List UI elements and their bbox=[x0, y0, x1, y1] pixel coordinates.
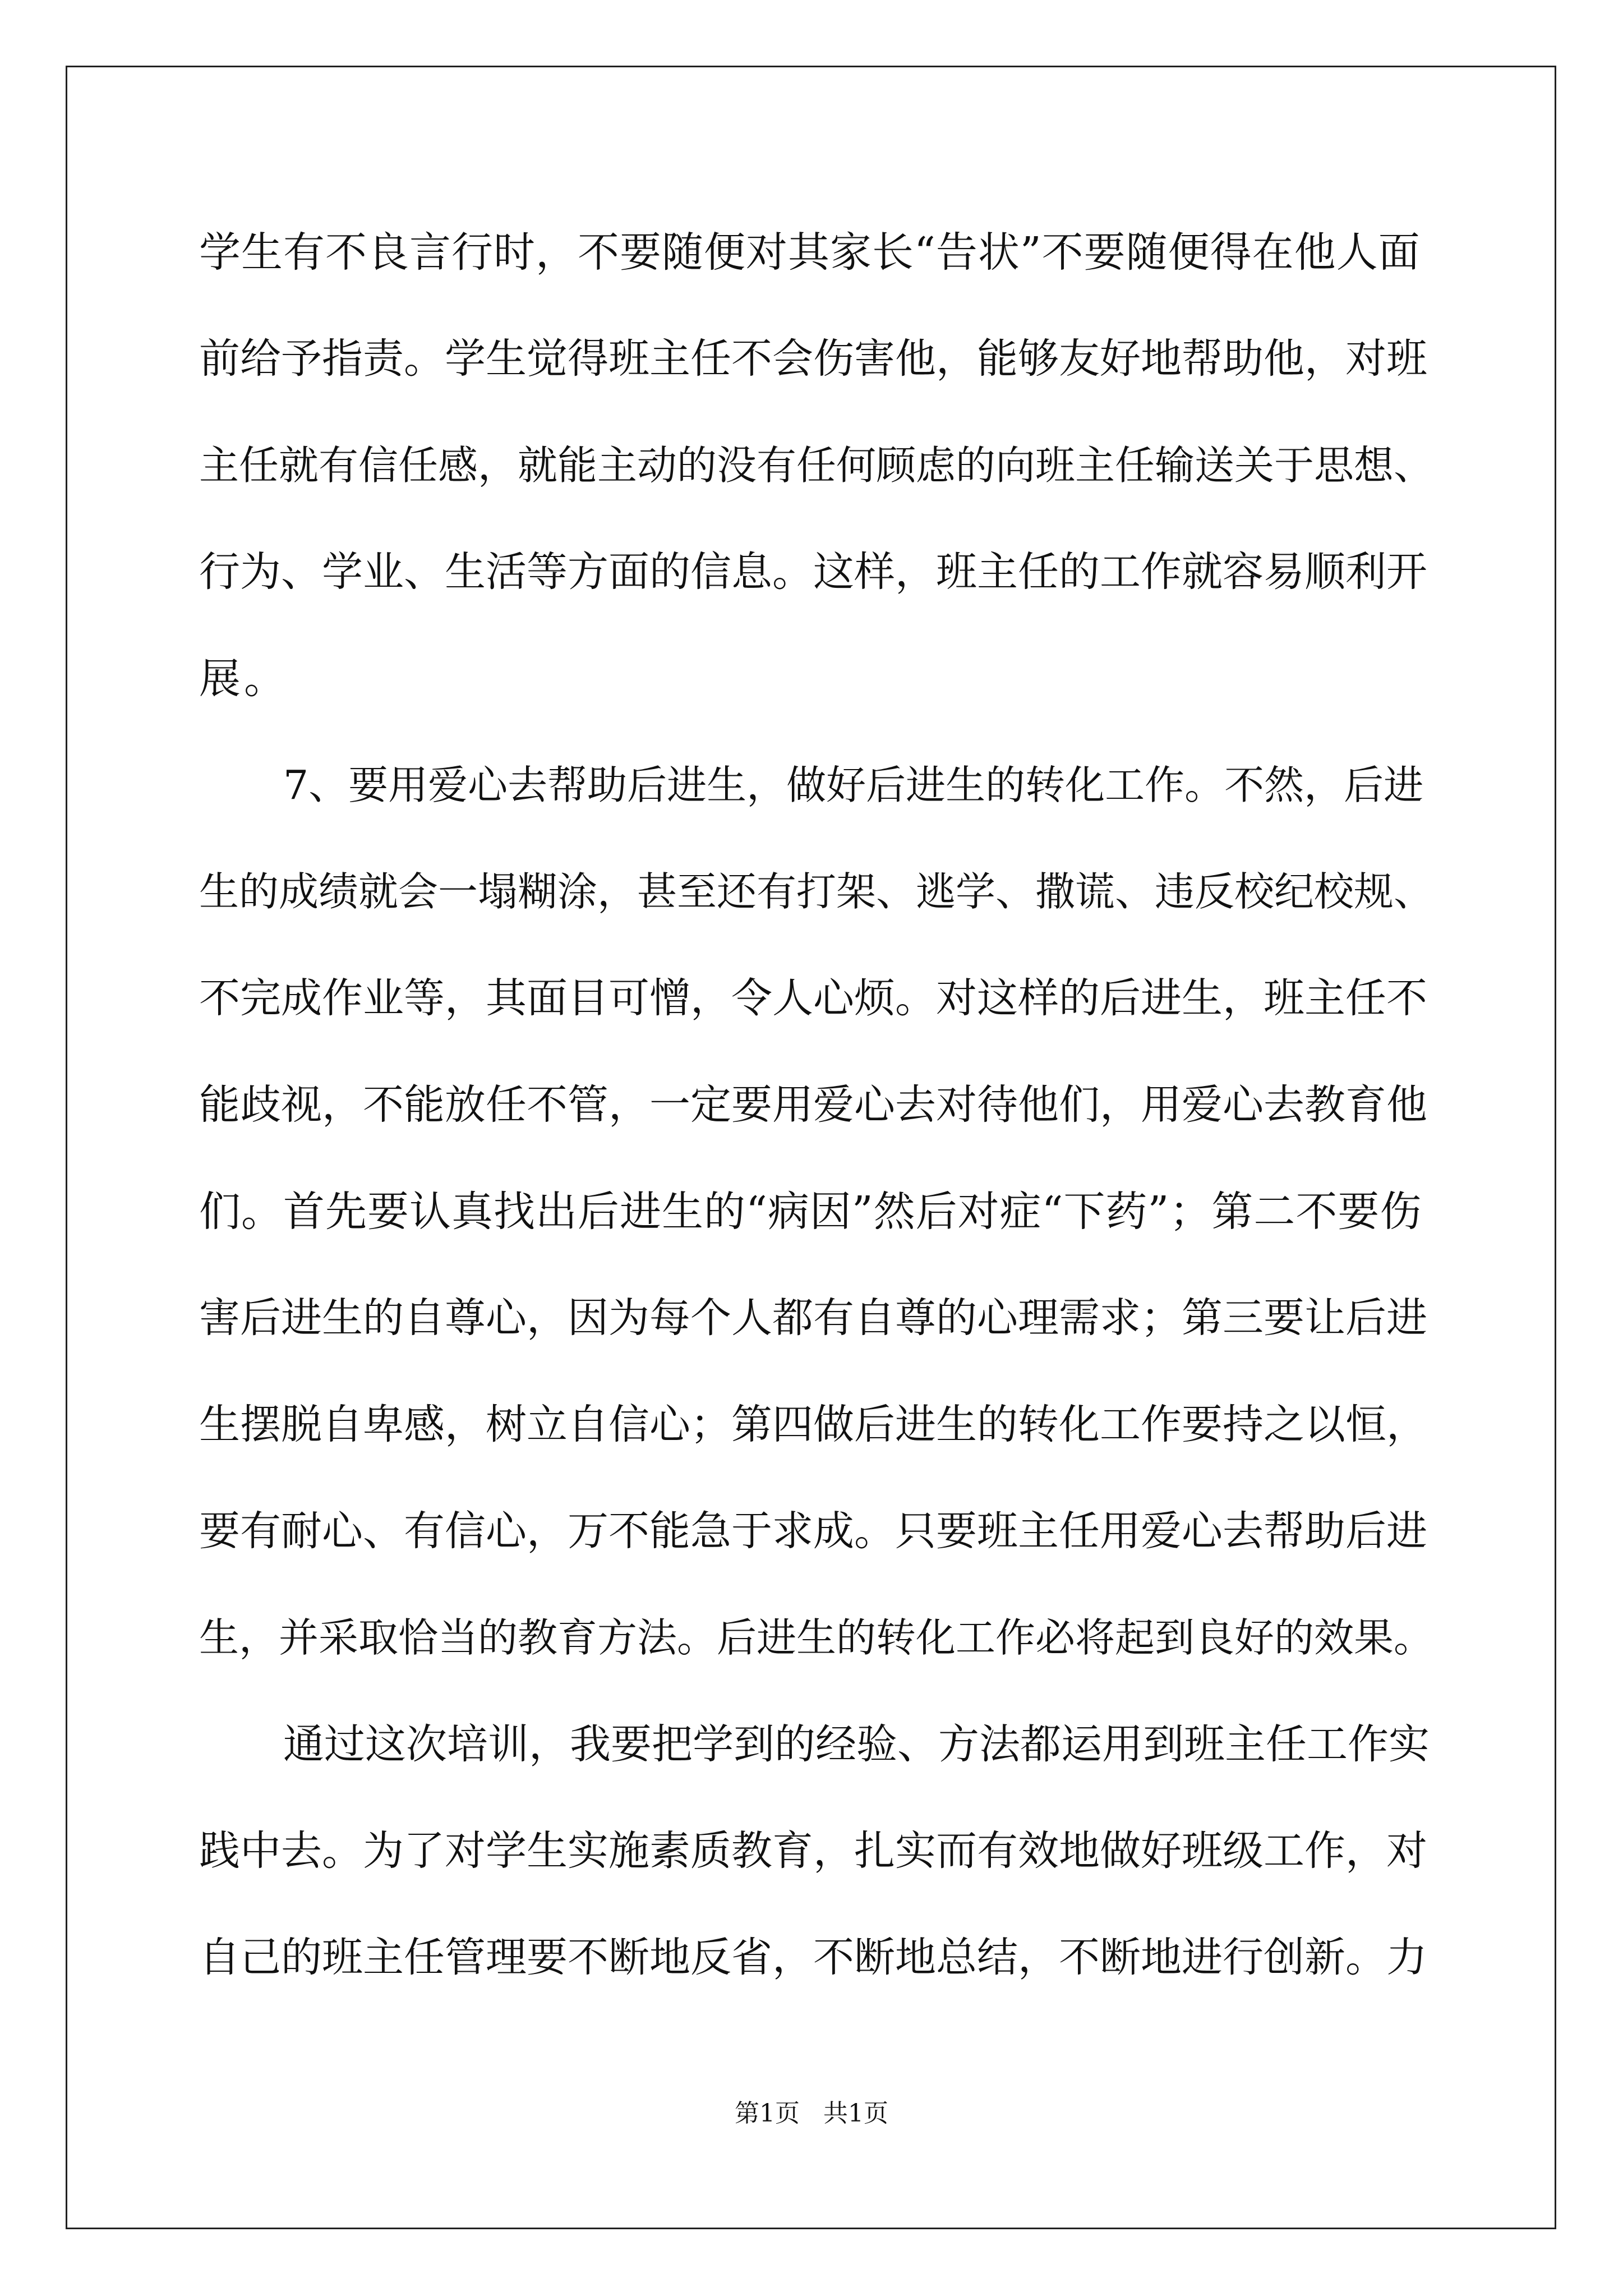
page-footer: 第1页 共1页 bbox=[735, 2099, 888, 2128]
page-border bbox=[66, 66, 1556, 2229]
text-line: 7、要用爱心去帮助后进生，做好后进生的转化工作。不然，后进 bbox=[283, 762, 1424, 808]
text-line: 生，并采取恰当的教育方法。后进生的转化工作必将起到良好的效果。 bbox=[199, 1614, 1434, 1661]
text-line: 自己的班主任管理要不断地反省，不断地总结，不断地进行创新。力 bbox=[199, 1934, 1427, 1981]
text-line: 展。 bbox=[199, 655, 289, 703]
text-line: 不完成作业等，其面目可憎，令人心烦。对这样的后进生，班主任不 bbox=[199, 974, 1427, 1022]
text-line: 践中去。为了对学生实施素质教育，扎实而有效地做好班级工作，对 bbox=[199, 1827, 1427, 1875]
text-line: 害后进生的自尊心，因为每个人都有自尊的心理需求；第三要让后进 bbox=[199, 1294, 1427, 1342]
text-line: 通过这次培训，我要把学到的经验、方法都运用到班主任工作实 bbox=[283, 1720, 1430, 1768]
text-line: 生摆脱自卑感，树立自信心；第四做后进生的转化工作要持之以恒， bbox=[199, 1401, 1427, 1448]
text-line: 生的成绩就会一塌糊涂，甚至还有打架、逃学、撒谎、违反校纪校规、 bbox=[199, 868, 1434, 915]
text-line: 要有耐心、有信心，万不能急于求成。只要班主任用爱心去帮助后进 bbox=[199, 1507, 1427, 1555]
text-line: 前给予指责。学生觉得班主任不会伤害他，能够友好地帮助他，对班 bbox=[199, 335, 1427, 383]
text-line: 主任就有信任感，就能主动的没有任何顾虑的向班主任输送关于思想、 bbox=[199, 442, 1434, 489]
text-line: 学生有不良言行时，不要随便对其家长“告状”不要随便得在他人面 bbox=[199, 228, 1421, 277]
text-line: 能歧视，不能放任不管，一定要用爱心去对待他们，用爱心去教育他 bbox=[199, 1081, 1427, 1129]
text-line: 们。首先要认真找出后进生的“病因”然后对症“下药”；第二不要伤 bbox=[199, 1188, 1422, 1236]
text-line: 行为、学业、生活等方面的信息。这样，班主任的工作就容易顺利开 bbox=[199, 548, 1427, 596]
